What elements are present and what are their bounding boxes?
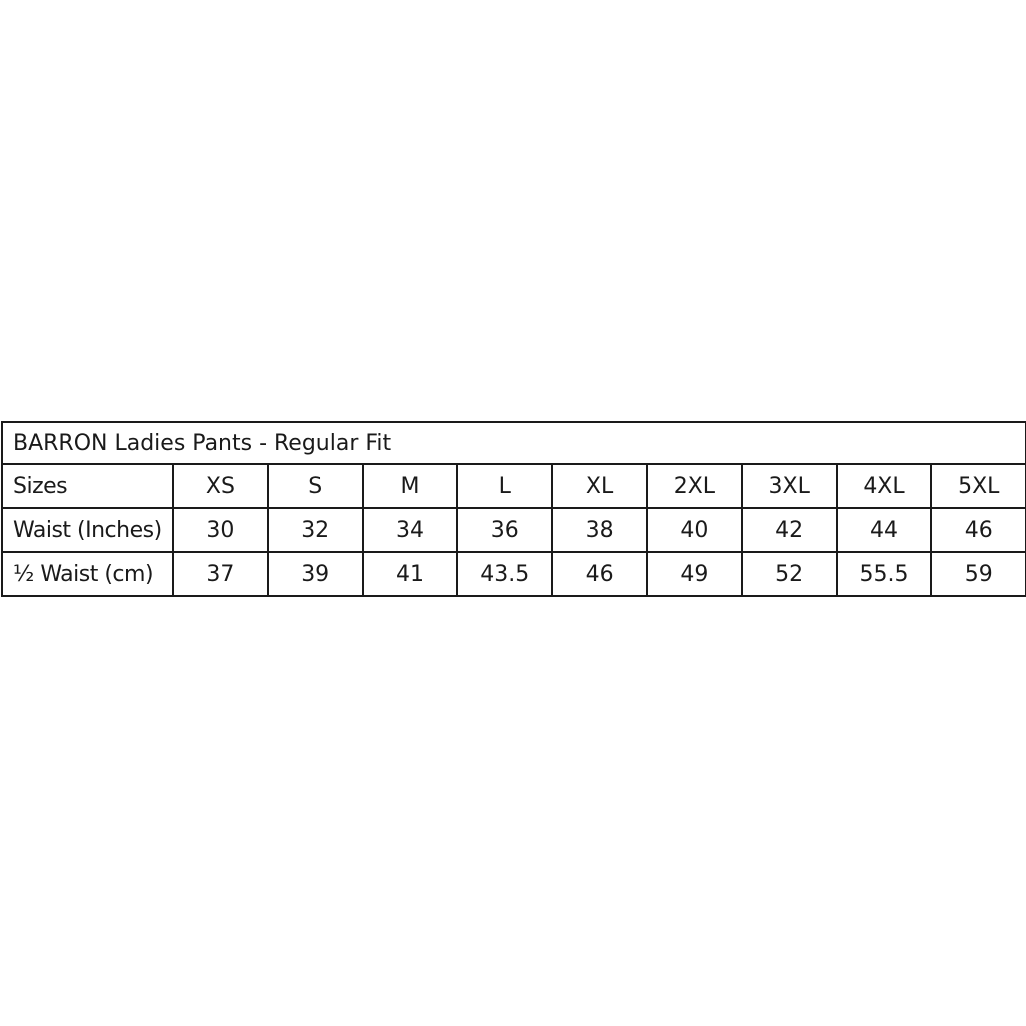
waist-inches-row bbox=[2, 508, 1026, 552]
size-cell-4xl: 4XL bbox=[837, 464, 932, 508]
row-label-waist-inches: Waist (Inches) bbox=[2, 508, 173, 552]
half-waist-cm-cell: 55.5 bbox=[837, 552, 932, 596]
size-cell-xs: XS bbox=[173, 464, 268, 508]
size-cell-5xl: 5XL bbox=[931, 464, 1026, 508]
size-chart-table bbox=[1, 421, 1026, 597]
waist-inches-cell: 32 bbox=[268, 508, 363, 552]
size-cell-s: S bbox=[268, 464, 363, 508]
half-waist-cm-cell: 43.5 bbox=[457, 552, 552, 596]
waist-inches-cell: 40 bbox=[647, 508, 742, 552]
size-cell-2xl: 2XL bbox=[647, 464, 742, 508]
row-label-half-waist-cm: ½ Waist (cm) bbox=[2, 552, 173, 596]
sizes-row bbox=[2, 464, 1026, 508]
half-waist-cm-cell: 52 bbox=[742, 552, 837, 596]
waist-inches-cell: 46 bbox=[931, 508, 1026, 552]
size-cell-l: L bbox=[457, 464, 552, 508]
half-waist-cm-cell: 49 bbox=[647, 552, 742, 596]
waist-inches-cell: 36 bbox=[457, 508, 552, 552]
waist-inches-cell: 42 bbox=[742, 508, 837, 552]
half-waist-cm-cell: 37 bbox=[173, 552, 268, 596]
table-title: BARRON Ladies Pants - Regular Fit bbox=[2, 422, 1026, 464]
size-cell-3xl: 3XL bbox=[742, 464, 837, 508]
waist-inches-cell: 30 bbox=[173, 508, 268, 552]
half-waist-cm-row bbox=[2, 552, 1026, 596]
waist-inches-cell: 34 bbox=[363, 508, 458, 552]
waist-inches-cell: 38 bbox=[552, 508, 647, 552]
size-cell-xl: XL bbox=[552, 464, 647, 508]
title-row bbox=[2, 422, 1026, 464]
half-waist-cm-cell: 41 bbox=[363, 552, 458, 596]
half-waist-cm-cell: 39 bbox=[268, 552, 363, 596]
half-waist-cm-cell: 46 bbox=[552, 552, 647, 596]
row-label-sizes: Sizes bbox=[2, 464, 173, 508]
half-waist-cm-cell: 59 bbox=[931, 552, 1026, 596]
size-cell-m: M bbox=[363, 464, 458, 508]
waist-inches-cell: 44 bbox=[837, 508, 932, 552]
